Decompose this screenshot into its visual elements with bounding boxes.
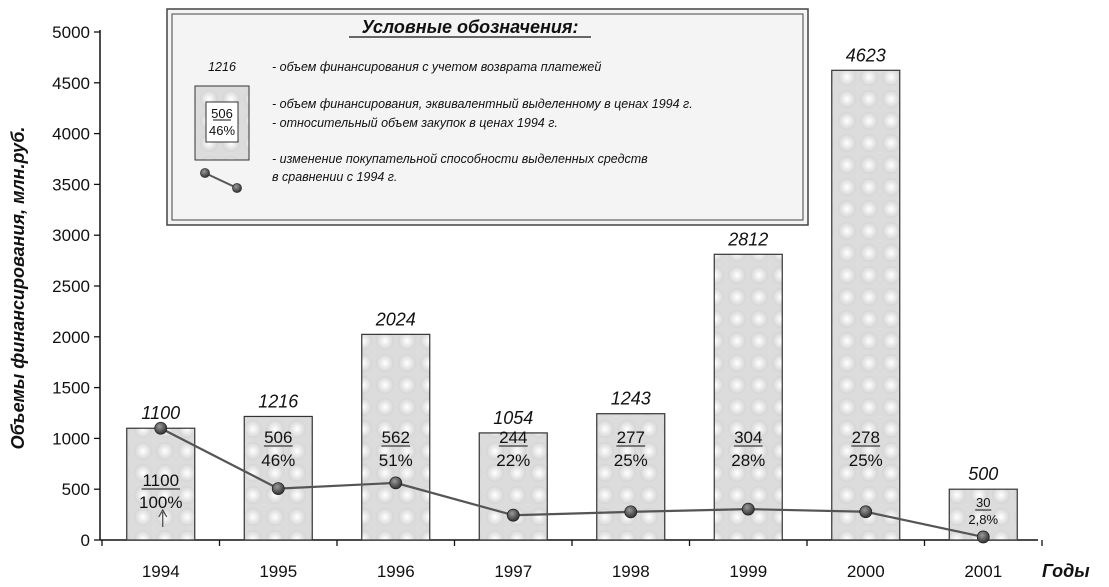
legend-sample-marker-b bbox=[233, 184, 242, 193]
bar-percent-label: 46% bbox=[261, 451, 296, 470]
x-tick-label: 1996 bbox=[376, 562, 415, 581]
line-marker-1998 bbox=[625, 506, 637, 518]
y-tick-label: 1500 bbox=[52, 378, 90, 398]
line-marker-2001 bbox=[977, 531, 989, 543]
bar-equivalent-label: 1100 bbox=[142, 471, 180, 490]
bar-total-label: 2024 bbox=[375, 309, 416, 330]
line-marker-1995 bbox=[272, 483, 284, 495]
bar-percent-label: 25% bbox=[848, 451, 883, 470]
x-axis-title: Годы bbox=[1042, 561, 1090, 581]
legend-entry-5: в сравнении с 1994 г. bbox=[272, 170, 398, 184]
y-tick-label: 4500 bbox=[52, 73, 90, 93]
bar-total-label: 1054 bbox=[493, 407, 534, 428]
bar-percent-label: 25% bbox=[613, 451, 648, 470]
line-marker-2000 bbox=[860, 506, 872, 518]
bar-percent-label: 2,8% bbox=[968, 512, 999, 527]
bar-total-label: 1100 bbox=[141, 403, 181, 424]
x-tick-label: 2001 bbox=[964, 562, 1003, 581]
y-tick-label: 3000 bbox=[52, 226, 90, 246]
x-tick-label: 1999 bbox=[729, 562, 768, 581]
legend-entry-4: - изменение покупательной способности выделенных средств bbox=[272, 152, 648, 166]
line-marker-1994 bbox=[155, 422, 167, 434]
legend-entry-3: - относительный объем закупок в ценах 1994 г. bbox=[272, 116, 558, 130]
y-axis-title: Объемы финансирования, млн.руб. bbox=[8, 126, 28, 450]
y-tick-label: 2500 bbox=[52, 277, 90, 296]
x-tick-label: 2000 bbox=[846, 562, 885, 581]
bar-total-label: 4623 bbox=[845, 45, 886, 66]
legend bbox=[167, 9, 808, 225]
legend-entry-2: - объем финансирования, эквивалентный выделенному в ценах 1994 г. bbox=[272, 97, 693, 111]
y-tick-label: 5000 bbox=[52, 23, 90, 42]
bar-equivalent-label: 562 bbox=[381, 428, 410, 447]
x-tick-label: 1998 bbox=[611, 562, 650, 581]
y-tick-label: 3500 bbox=[52, 175, 90, 195]
legend-title: Условные обозначения: bbox=[361, 17, 579, 37]
bar-1997 bbox=[479, 433, 547, 540]
y-tick-label: 2000 bbox=[52, 327, 90, 347]
bar-total-label: 2812 bbox=[728, 229, 769, 250]
bar-total-label: 500 bbox=[968, 464, 999, 485]
bar-1999 bbox=[714, 254, 782, 540]
y-tick-label: 0 bbox=[80, 531, 90, 550]
line-marker-1999 bbox=[742, 503, 754, 515]
legend-sample-marker-a bbox=[201, 169, 210, 178]
bar-equivalent-label: 277 bbox=[616, 428, 645, 447]
y-tick-label: 1000 bbox=[52, 429, 90, 449]
legend-entry-1: - объем финансирования с учетом возврата платежей bbox=[272, 60, 602, 74]
line-marker-1996 bbox=[390, 477, 402, 489]
bar-equivalent-label: 278 bbox=[851, 428, 880, 447]
bar-equivalent-label: 304 bbox=[734, 428, 763, 447]
bar-percent-label: 28% bbox=[731, 451, 766, 470]
bar-percent-label: 51% bbox=[378, 451, 413, 470]
y-tick-label: 4000 bbox=[52, 124, 90, 144]
bar-equivalent-label: 506 bbox=[264, 428, 293, 447]
x-tick-label: 1997 bbox=[494, 562, 533, 581]
y-tick-label: 500 bbox=[61, 480, 90, 500]
bar-equivalent-label: 244 bbox=[499, 428, 528, 447]
legend-sample-value: 506 bbox=[211, 106, 233, 121]
bar-percent-label: 22% bbox=[496, 451, 531, 470]
legend-sample-pct: 46% bbox=[208, 123, 236, 138]
bar-total-label: 1243 bbox=[610, 388, 651, 409]
bar-total-label: 1216 bbox=[258, 391, 299, 412]
x-tick-label: 1994 bbox=[141, 562, 180, 581]
x-tick-label: 1995 bbox=[259, 562, 298, 581]
line-marker-1997 bbox=[507, 509, 519, 521]
bar-equivalent-label: 30 bbox=[976, 495, 991, 510]
bar-percent-label: 100% bbox=[139, 493, 183, 512]
legend-sample-top: 1216 bbox=[208, 60, 236, 74]
